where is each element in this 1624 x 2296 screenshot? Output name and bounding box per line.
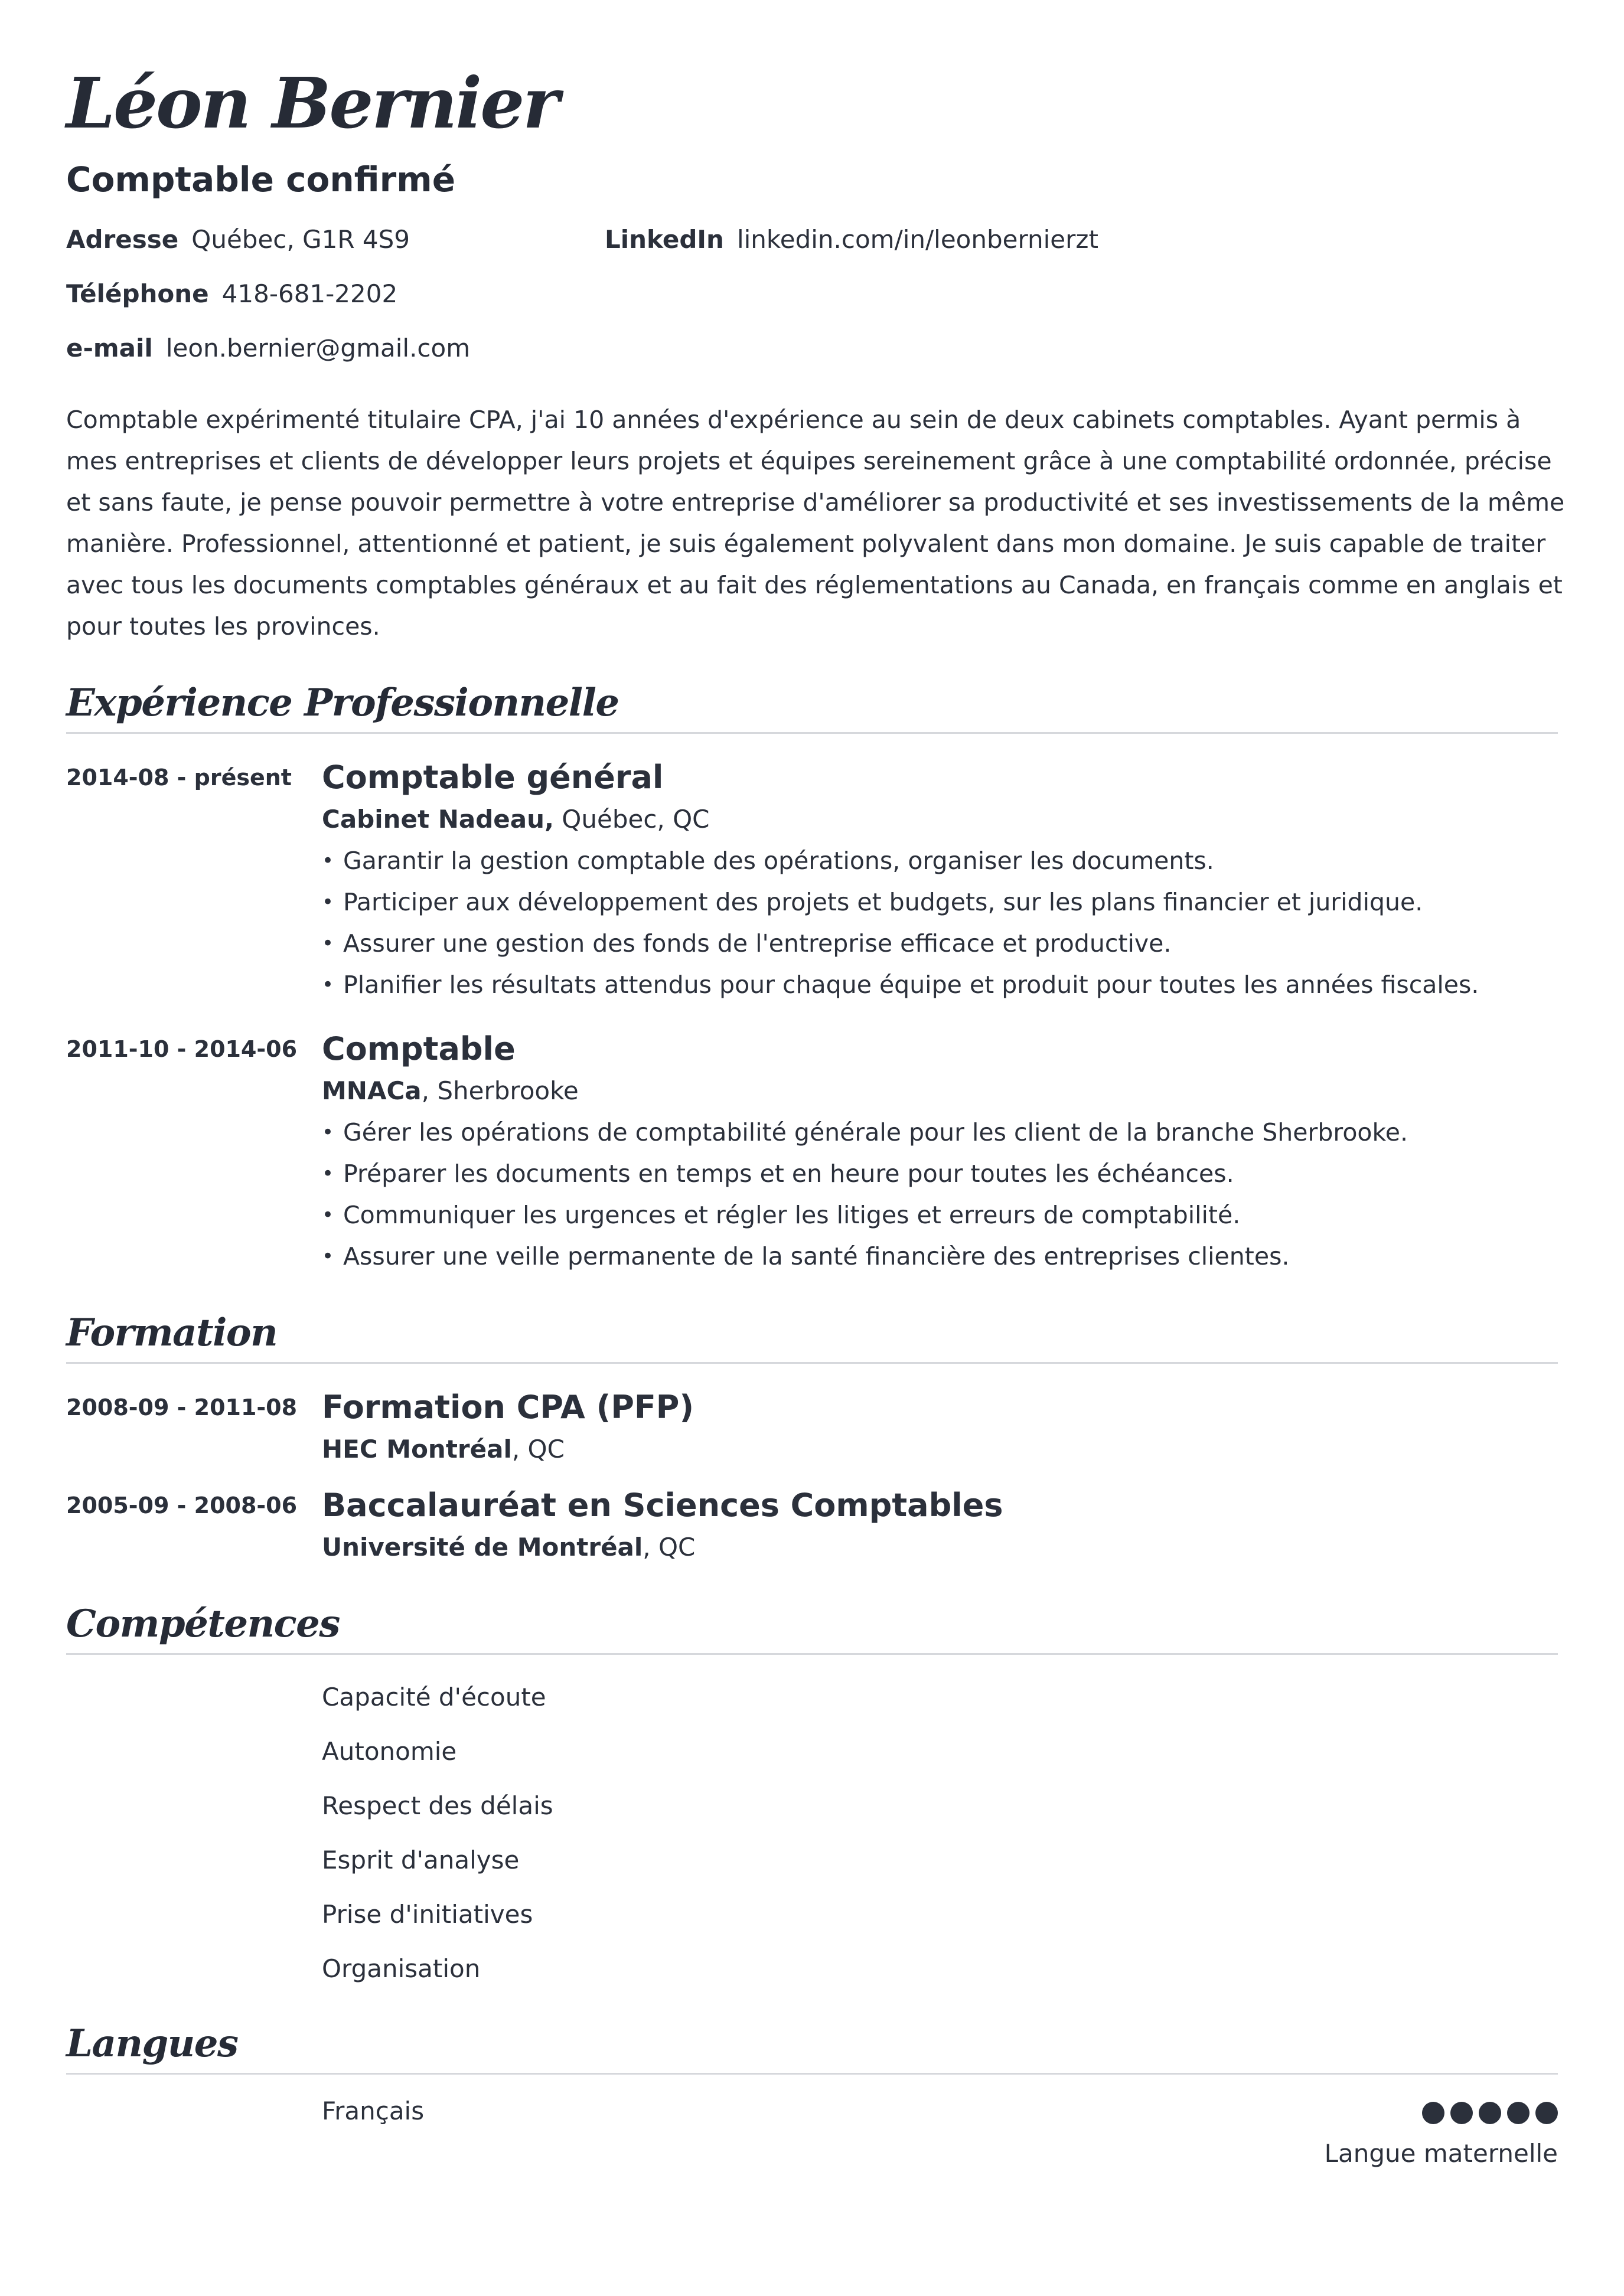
school-location: , QC	[643, 1533, 696, 1562]
rating-dot	[1535, 2102, 1558, 2124]
phone-value: 418-681-2202	[221, 279, 398, 308]
phone-label: Téléphone	[66, 279, 209, 308]
experience-dates: 2014-08 - présent	[66, 765, 292, 791]
contact-block	[66, 223, 1558, 394]
section-heading-skills: Compétences	[66, 1599, 1558, 1655]
bullet-item: • Assurer une gestion des fonds de l'entreprise efficace et productive.	[322, 923, 1558, 964]
education-dates: 2005-09 - 2008-06	[66, 1492, 298, 1518]
skills-list	[322, 1655, 1558, 1996]
section-heading-experience: Expérience Professionnelle	[66, 678, 1558, 734]
bullet-item: • Gérer les opérations de comptabilité générale pour les client de la branche Sherbrooke.	[322, 1112, 1558, 1153]
employer-location: , Sherbrooke	[421, 1076, 579, 1105]
linkedin-value[interactable]: linkedin.com/in/leonbernierzt	[736, 225, 1098, 254]
experience-bullets	[322, 1112, 1558, 1277]
email-label: e-mail	[66, 334, 153, 362]
job-title: Comptable confirmé	[66, 159, 456, 200]
rating-dot	[1479, 2102, 1501, 2124]
employer-location: Québec, QC	[553, 805, 710, 834]
skill-item: Prise d'initiatives	[322, 1900, 533, 1929]
language-entry	[66, 2092, 1558, 2187]
rating-dot	[1507, 2102, 1530, 2124]
linkedin-label: LinkedIn	[605, 225, 724, 254]
language-name: Français	[322, 2096, 425, 2125]
experience-title: Comptable général	[322, 759, 664, 796]
language-level: Langue maternelle	[1324, 2139, 1558, 2168]
skill-item: Respect des délais	[322, 1791, 553, 1820]
rating-dot	[1422, 2102, 1444, 2124]
section-heading-languages: Langues	[66, 2019, 1558, 2075]
school-name: Université de Montréal	[322, 1533, 643, 1562]
school-location: , QC	[511, 1435, 565, 1464]
address-label: Adresse	[66, 225, 179, 254]
bullet-item: • Préparer les documents en temps et en heure pour toutes les échéances.	[322, 1153, 1558, 1194]
bullet-item: • Assurer une veille permanente de la santé financière des entreprises clientes.	[322, 1236, 1558, 1277]
experience-org	[322, 799, 1558, 840]
candidate-name: Léon Bernier	[66, 62, 558, 144]
education-dates: 2008-09 - 2011-08	[66, 1394, 298, 1420]
experience-dates: 2011-10 - 2014-06	[66, 1036, 298, 1062]
section-heading-education: Formation	[66, 1308, 1558, 1364]
education-title: Baccalauréat en Sciences Comptables	[322, 1487, 1003, 1524]
education-entry	[66, 1386, 1558, 1470]
contact-linkedin	[605, 223, 1098, 256]
bullet-item: • Participer aux développement des projets et budgets, sur les plans financier et juridique.	[322, 881, 1558, 923]
school-name: HEC Montréal	[322, 1435, 512, 1464]
employer-name: MNACa	[322, 1076, 422, 1105]
education-org	[322, 1527, 1558, 1568]
skill-item: Capacité d'écoute	[322, 1683, 546, 1712]
experience-title: Comptable	[322, 1030, 516, 1067]
skill-item: Esprit d'analyse	[322, 1846, 520, 1874]
address-value: Québec, G1R 4S9	[191, 225, 410, 254]
education-entry	[66, 1484, 1558, 1568]
experience-bullets	[322, 840, 1558, 1005]
contact-email	[66, 332, 470, 365]
education-title: Formation CPA (PFP)	[322, 1389, 694, 1426]
email-value[interactable]: leon.bernier@gmail.com	[165, 334, 471, 362]
contact-address	[66, 223, 410, 256]
skill-item: Organisation	[322, 1954, 481, 1983]
experience-entry	[66, 1028, 1558, 1277]
bullet-item: • Garantir la gestion comptable des opérations, organiser les documents.	[322, 840, 1558, 881]
language-rating	[1422, 2102, 1558, 2124]
employer-name: Cabinet Nadeau,	[322, 805, 554, 834]
experience-org	[322, 1070, 1558, 1112]
bullet-item: • Communiquer les urgences et régler les litiges et erreurs de comptabilité.	[322, 1194, 1558, 1236]
skill-item: Autonomie	[322, 1737, 457, 1766]
rating-dot	[1450, 2102, 1473, 2124]
bullet-item: • Planifier les résultats attendus pour chaque équipe et produit pour toutes les années fiscales.	[322, 964, 1558, 1005]
experience-entry	[66, 756, 1558, 1005]
profile-summary: Comptable expérimenté titulaire CPA, j'ai 10 années d'expérience au sein de deux cabinets comptables. Ayant permis à mes entreprises et clients de développer leurs projets et équipes sereinement grâce à une comptabilité ordonnée, précise et sans faute, je pense pouvoir permettre à votre entreprise d'améliorer sa productivité et ses investissements de la même manière. Professionnel, attentionné et patient, je suis également polyvalent dans mon domaine. Je suis capable de traiter avec tous les documents comptables généraux et au fait des réglementations au Canada, en français comme en anglais et pour toutes les provinces.	[66, 406, 1565, 641]
contact-phone	[66, 277, 397, 311]
education-org	[322, 1429, 1558, 1470]
